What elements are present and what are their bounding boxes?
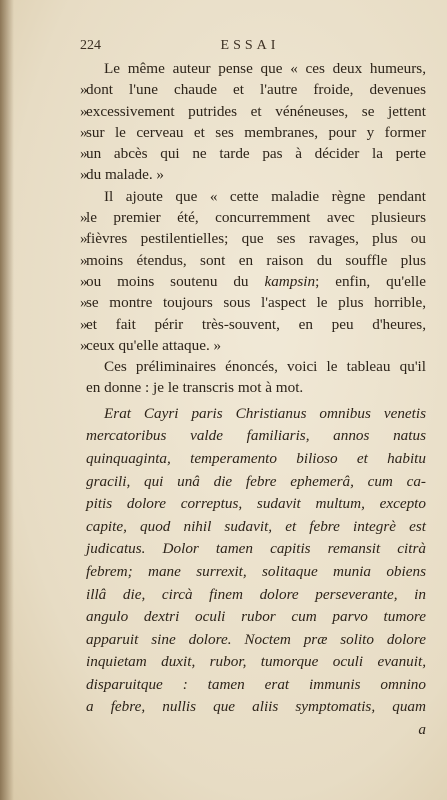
text-line: gracili, qui unâ die febre ephemerâ, cum ca- (86, 472, 426, 490)
text-line: Ces préliminaires énoncés, voici le tableau qu'il (104, 358, 426, 376)
quote-mark: » (80, 272, 88, 290)
text-line: » moins étendus, sont en raison du souffle plus (86, 250, 426, 271)
text-line: apparuit sine dolore. Noctem præ solito dolore (86, 630, 426, 648)
text-line: » sur le cerveau et ses membranes, pour y former (86, 122, 426, 143)
quote-mark: » (80, 123, 88, 141)
quote-mark: » (80, 166, 88, 184)
text-line: judicatus. Dolor tamen capitis remansit citrà (86, 540, 426, 558)
text-line: » ou moins soutenu du kampsin; enfin, qu'elle (86, 271, 426, 292)
text-line: » le premier été, concurremment avec plusieurs (86, 207, 426, 228)
text-line: disparuitque : tamen erat immunis omnino (86, 675, 426, 693)
quote-mark: » (80, 230, 88, 248)
catchword: a (418, 721, 426, 739)
text-line: » et fait périr très-souvent, en peu d'heures, (86, 314, 426, 335)
text-line: » excessivement putrides et vénéneuses, se jettent (86, 101, 426, 122)
text-line: febrem; mane surrexit, solitaque munia obiens (86, 562, 426, 580)
quote-mark: » (80, 145, 88, 163)
page-header (80, 38, 420, 58)
text-line: » dont l'une chaude et l'autre froide, devenues (86, 79, 426, 100)
text-line: » ceux qu'elle attaque. » (86, 335, 426, 356)
text-line: angulo dextri oculi rubor cum parvo tumore (86, 608, 426, 626)
text-line: » se montre toujours sous l'aspect le plus horrible, (86, 292, 426, 313)
text-line: » du malade. » (86, 164, 426, 185)
text-line: capite, quod nihil sudavit, et febre integrè est (86, 517, 426, 535)
page-gutter-shadow (0, 0, 14, 800)
quote-mark: » (80, 294, 88, 312)
quote-mark: » (80, 315, 88, 333)
text-line: » un abcès qui ne tarde pas à décider la perte (86, 143, 426, 164)
text-line: mercatoribus valde familiaris, annos natus (86, 427, 426, 445)
page-body (80, 58, 426, 742)
quote-mark: » (80, 251, 88, 269)
latin-passage (86, 403, 426, 742)
quote-mark: » (80, 102, 88, 120)
running-title: ESSAI (220, 38, 280, 53)
text-line: pitis dolore correptus, sudavit multum, excepto (86, 495, 426, 513)
quote-mark: » (80, 209, 88, 227)
text-line: Erat Cayri paris Christianus omnibus venetis (104, 404, 426, 422)
text-line: a febre, nullis que aliis symptomatis, quam (86, 698, 426, 716)
text-line: quinquaginta, temperamento bilioso et habitu (86, 449, 426, 467)
text-line: » fièvres pestilentielles; que ses ravages, plus ou (86, 228, 426, 249)
italic-term: kampsin (264, 272, 316, 290)
text-line: illâ die, circà finem dolore perseverante, in (86, 585, 426, 603)
text-line: Il ajoute que « cette maladie règne pendant (104, 187, 426, 205)
quote-mark: » (80, 81, 88, 99)
page-number: 224 (80, 38, 101, 53)
quote-mark: » (80, 336, 88, 354)
text-line: en donne : je le transcris mot à mot. (86, 379, 304, 397)
text-line: inquietam duxit, rubor, tumorque oculi evanuit, (86, 653, 426, 671)
text-line: Le même auteur pense que « ces deux humeurs, (104, 60, 426, 77)
